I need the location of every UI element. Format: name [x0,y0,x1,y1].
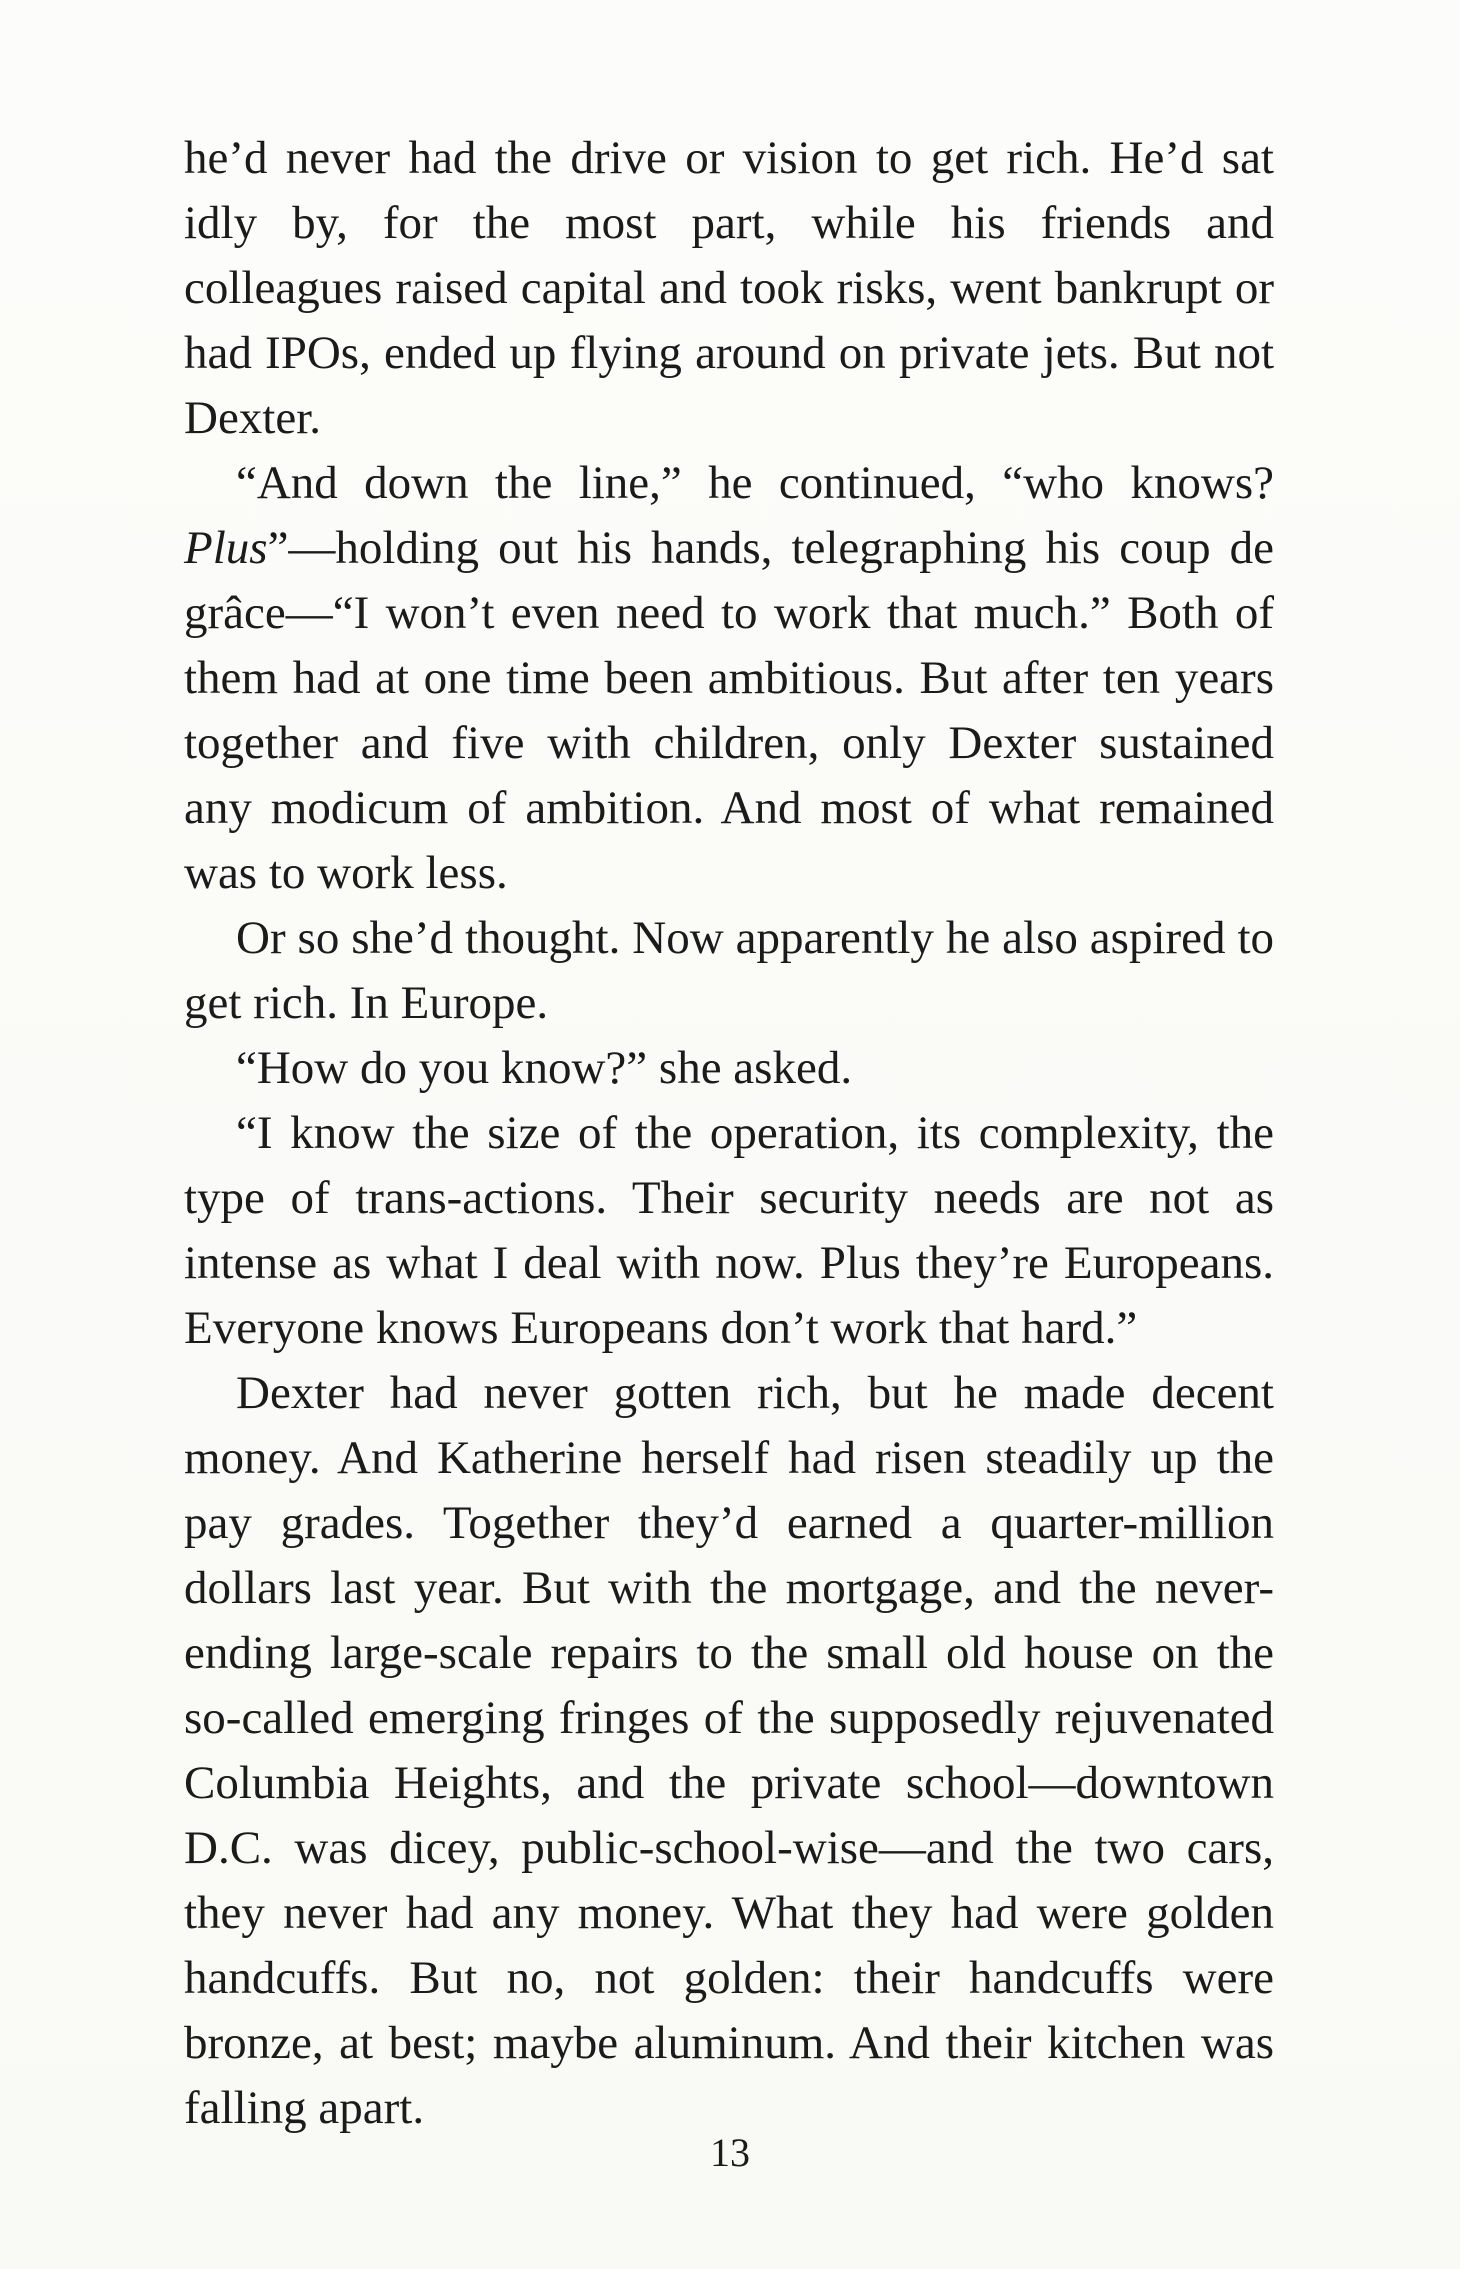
paragraph-2-lead: “And down the line,” he continued, “who knows? [236,457,1274,509]
paragraph-2 [184,451,1274,906]
paragraph-4 [184,1036,1274,1101]
paragraph-1 [184,126,1274,451]
page-number: 13 [710,2130,750,2175]
paragraph-6 [184,1361,1274,2141]
paragraph-5-text: “I know the size of the operation, its complexity, the type of trans-actions. Their security needs are not as intense as what I deal with now. Plus they’re Europeans. Everyone knows Europeans don’t work that hard.” [184,1107,1274,1354]
body-text [184,126,1274,2141]
paragraph-5 [184,1101,1274,1361]
paragraph-3-text: Or so she’d thought. Now apparently he also aspired to get rich. In Europe. [184,912,1274,1029]
paragraph-2-emphasis: Plus [184,522,268,574]
paragraph-4-text: “How do you know?” she asked. [236,1042,853,1094]
paragraph-1-text: he’d never had the drive or vision to get rich. He’d sat idly by, for the most part, while his friends and colleagues raised capital and took risks, went bankrupt or had IPOs, ended up flying around on private jets. But not Dexter. [184,132,1274,444]
paragraph-3 [184,906,1274,1036]
paragraph-2-text: ”—holding out his hands, telegraphing his coup de grâce—“I won’t even need to work that much.” Both of them had at one time been ambitious. But after ten years together and five with children, only Dexter sustained any modicum of ambition. And most of what remained was to work less. [184,522,1274,899]
paragraph-6-text: Dexter had never gotten rich, but he made decent money. And Katherine herself had risen steadily up the pay grades. Together they’d earned a quarter-million dollars last year. But with the mortgage, and the never-ending large-scale repairs to the small old house on the so-called emerging fringes of the supposedly rejuvenated Columbia Heights, and the private school—downtown D.C. was dicey, public-school-wise—and the two cars, they never had any money. What they had were golden handcuffs. But no, not golden: their handcuffs were bronze, at best; maybe aluminum. And their kitchen was falling apart. [184,1367,1274,2134]
